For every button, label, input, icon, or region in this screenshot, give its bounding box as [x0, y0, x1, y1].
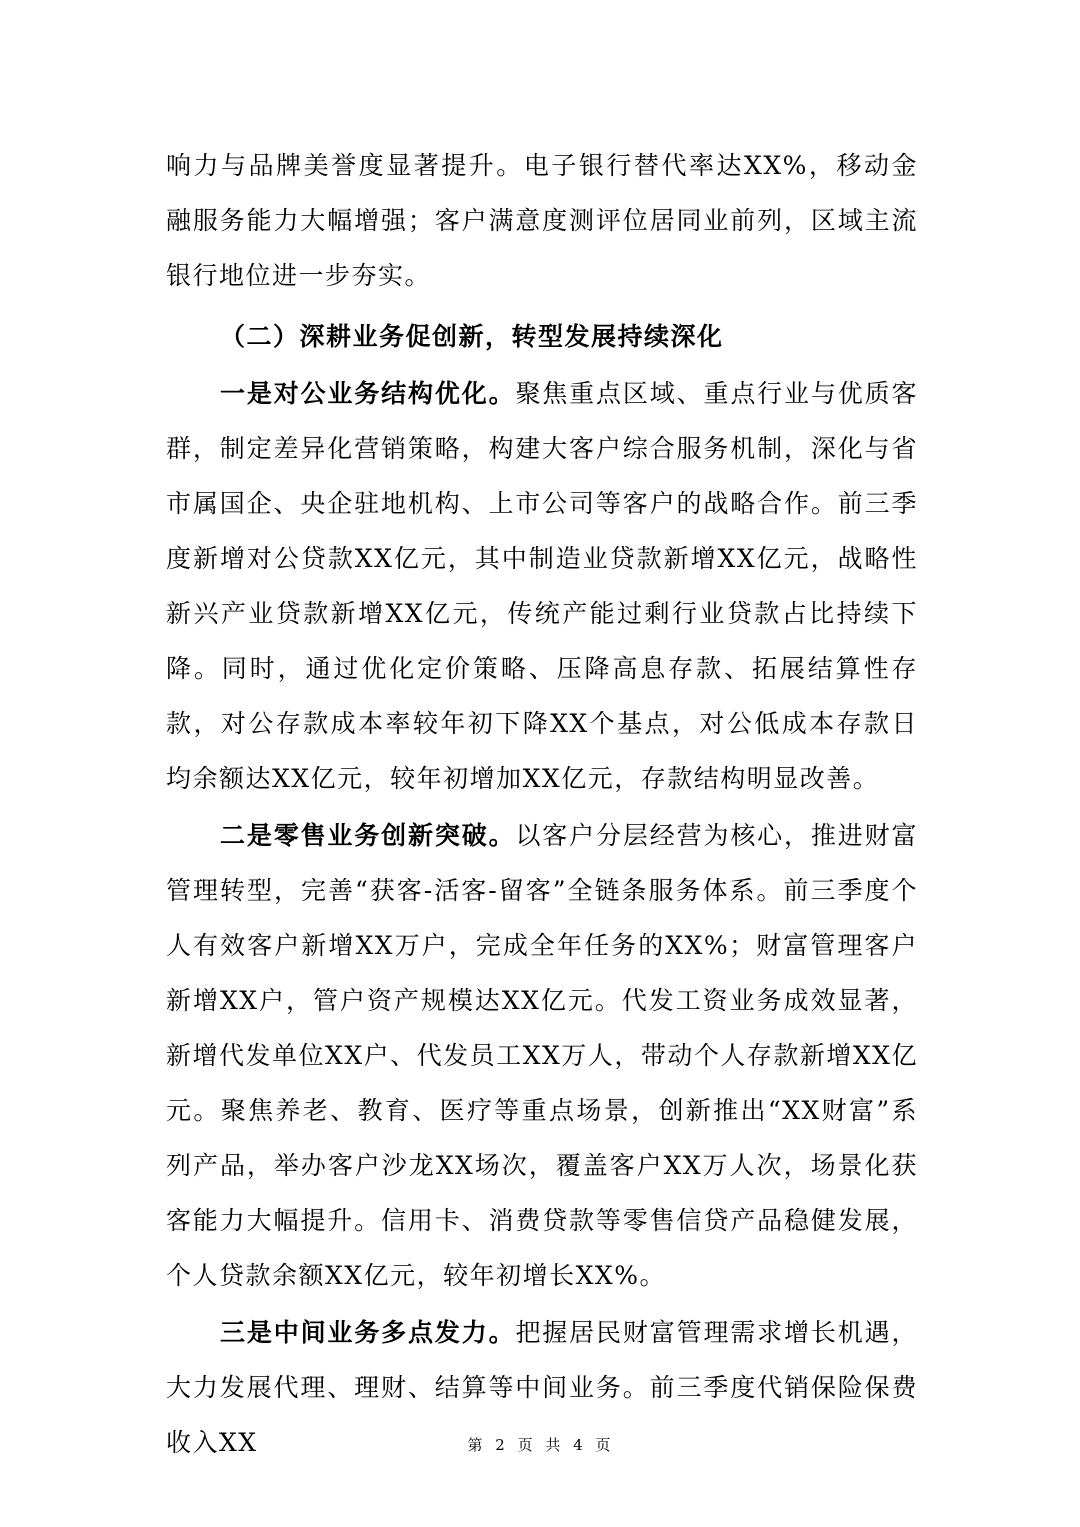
- paragraph-continuation: [166, 138, 918, 303]
- paragraph-text: 聚焦重点区域、重点行业与优质客群，制定差异化营销策略，构建大客户综合服务机制，深化与省市属国企、央企驻地机构、上市公司等客户的战略合作。前三季度新增对公贷款XX亿元，其中制造业贷款新增XX亿元，战略性新兴产业贷款新增XX亿元，传统产能过剩行业贷款占比持续下降。同时，通过优化定价策略、压降高息存款、拓展结算性存款，对公存款成本率较年初下降XX个基点，对公低成本存款日均余额达XX亿元，较年初增加XX亿元，存款结构明显改善。: [166, 379, 918, 793]
- paragraph-text: 响力与品牌美誉度显著提升。电子银行替代率达XX%，移动金融服务能力大幅增强；客户满意度测评位居同业前列，区域主流银行地位进一步夯实。: [166, 151, 918, 290]
- paragraph-text: 以客户分层经营为核心，推进财富管理转型，完善“获客-活客-留客”全链条服务体系。前三季度个人有效客户新增XX万户，完成全年任务的XX%；财富管理客户新增XX户，管户资产规模达XX亿元。代发工资业务成效显著，新增代发单位XX户、代发员工XX万人，带动个人存款新增XX亿元。聚焦养老、教育、医疗等重点场景，创新推出“XX财富”系列产品，举办客户沙龙XX场次，覆盖客户XX万人次，场景化获客能力大幅提升。信用卡、消费贷款等零售信贷产品稳健发展，个人贷款余额XX亿元，较年初增长XX%。: [166, 821, 918, 1290]
- paragraph-corporate-business: [166, 366, 918, 806]
- document-body: [166, 138, 918, 1470]
- section-heading: [166, 309, 918, 364]
- paragraph-lead: 三是中间业务多点发力。: [220, 1318, 516, 1347]
- paragraph-text: 把握居民财富管理需求增长机遇，大力发展代理、理财、结算等中间业务。前三季度代销保险保费收入XX: [166, 1318, 918, 1457]
- paragraph-lead: 一是对公业务结构优化。: [220, 379, 516, 408]
- page-footer: 第 2 页 共 4 页: [467, 1436, 613, 1454]
- heading-text: （二）深耕业务促创新，转型发展持续深化: [220, 322, 724, 351]
- paragraph-lead: 二是零售业务创新突破。: [220, 821, 516, 850]
- paragraph-retail-business: [166, 808, 918, 1303]
